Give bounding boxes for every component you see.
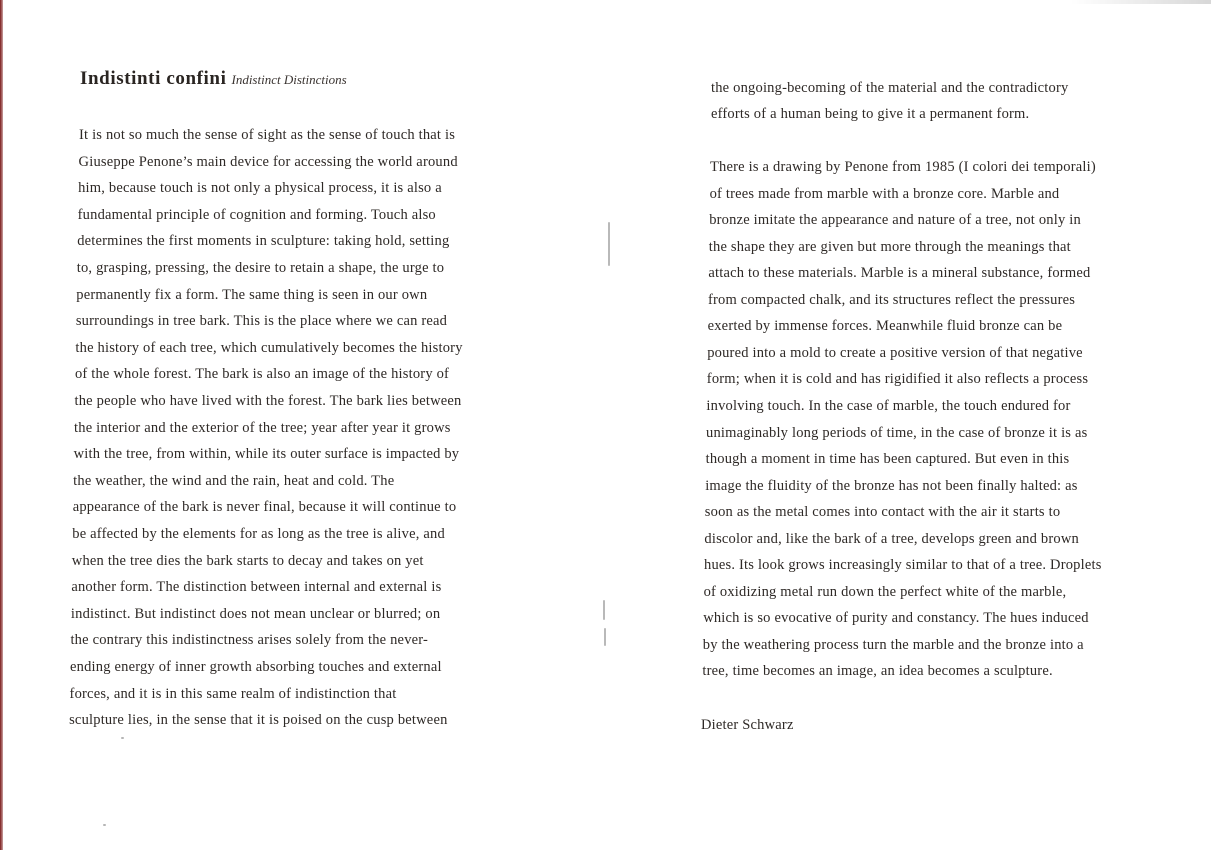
body-text-line: from compacted chalk, and its structures reflect the pressures bbox=[708, 291, 1076, 308]
body-text-line: of oxidizing metal run down the perfect white of the marble, bbox=[703, 583, 1067, 600]
body-text-line: of the whole forest. The bark is also an image of the history of bbox=[74, 366, 450, 383]
body-text-line: poured into a mold to create a positive version of that negative bbox=[707, 344, 1083, 361]
body-text-line: discolor and, like the bark of a tree, develops green and brown bbox=[704, 530, 1079, 547]
body-text-line: appearance of the bark is never final, because it will continue to bbox=[72, 499, 457, 516]
binding-mark bbox=[603, 600, 605, 620]
scan-speck bbox=[121, 737, 124, 739]
heading-english: Indistinct Distinctions bbox=[231, 72, 347, 87]
body-text-line: when the tree dies the bark starts to decay and takes on yet bbox=[71, 552, 424, 569]
body-text-line: which is so evocative of purity and constancy. The hues induced bbox=[703, 610, 1089, 627]
binding-mark bbox=[604, 628, 606, 646]
body-text-line: surroundings in tree bark. This is the place where we can read bbox=[75, 313, 448, 330]
body-text-line: to, grasping, pressing, the desire to retain a shape, the urge to bbox=[76, 260, 445, 276]
body-text-line: tree, time becomes an image, an idea becomes a sculpture. bbox=[702, 663, 1053, 680]
body-text-line: unimaginably long periods of time, in the case of bronze it is as bbox=[706, 424, 1088, 441]
body-text-line: permanently fix a form. The same thing is seen in our own bbox=[76, 286, 428, 303]
body-text-line: Giuseppe Penone’s main device for accessing the world around bbox=[78, 153, 458, 170]
body-text-line: him, because touch is not only a physical process, it is also a bbox=[78, 180, 442, 197]
body-text-line: by the weathering process turn the marble and the bronze into a bbox=[702, 636, 1084, 653]
author-signature: Dieter Schwarz bbox=[701, 717, 794, 733]
body-text-line: There is a drawing by Penone from 1985 (I colori dei temporali) bbox=[710, 159, 1096, 175]
body-text-line: It is not so much the sense of sight as the sense of touch that is bbox=[79, 127, 456, 143]
body-text-line: indistinct. But indistinct does not mean unclear or blurred; on bbox=[70, 605, 441, 622]
scan-speck bbox=[103, 824, 106, 826]
body-text-line: hues. Its look grows increasingly similar to that of a tree. Droplets bbox=[704, 557, 1102, 574]
body-text-line: forces, and it is in this same realm of indistinction that bbox=[69, 685, 397, 702]
body-text-line: be affected by the elements for as long as the tree is alive, and bbox=[72, 526, 445, 542]
body-text-line: image the fluidity of the bronze has not been finally halted: as bbox=[705, 477, 1078, 494]
body-text-line: the interior and the exterior of the tree; year after year it grows bbox=[74, 419, 451, 436]
body-text-line: the history of each tree, which cumulatively becomes the history bbox=[75, 339, 463, 356]
body-text-line: the weather, the wind and the rain, heat and cold. The bbox=[73, 472, 395, 489]
body-text-line: involving touch. In the case of marble, the touch endured for bbox=[706, 397, 1071, 414]
page-edge-left bbox=[0, 0, 3, 850]
body-text-line: the shape they are given but more through the meanings that bbox=[708, 238, 1071, 255]
body-text-line: ending energy of inner growth absorbing touches and external bbox=[70, 659, 442, 675]
body-text-line: another form. The distinction between internal and external is bbox=[71, 579, 442, 596]
body-text-line: the ongoing-becoming of the material and the contradictory bbox=[711, 80, 1069, 96]
body-text-line: of trees made from marble with a bronze core. Marble and bbox=[709, 185, 1060, 202]
body-text-line: soon as the metal comes into contact with the air it starts to bbox=[704, 504, 1061, 521]
body-text-line: with the tree, from within, while its outer surface is impacted by bbox=[73, 446, 460, 463]
body-text-line: attach to these materials. Marble is a mineral substance, formed bbox=[708, 265, 1091, 282]
body-text-line: determines the first moments in sculpture: taking hold, setting bbox=[77, 233, 450, 250]
heading-italian: Indistinti confini bbox=[80, 68, 227, 89]
body-text-line: the contrary this indistinctness arises solely from the never- bbox=[70, 632, 429, 649]
body-text-line: the people who have lived with the forest. The bark lies between bbox=[74, 393, 462, 409]
page-edge-top bbox=[1071, 0, 1211, 4]
body-text-line: exerted by immense forces. Meanwhile fluid bronze can be bbox=[707, 318, 1063, 335]
body-text-line: sculpture lies, in the sense that it is poised on the cusp between bbox=[69, 712, 448, 729]
essay-heading bbox=[80, 68, 347, 90]
body-text-line: though a moment in time has been captured. But even in this bbox=[705, 451, 1070, 468]
body-text-line: form; when it is cold and has rigidified it also reflects a process bbox=[706, 371, 1089, 388]
body-text-line: fundamental principle of cognition and forming. Touch also bbox=[77, 206, 436, 223]
body-text-line: efforts of a human being to give it a permanent form. bbox=[711, 106, 1030, 122]
binding-mark bbox=[608, 222, 610, 266]
body-text-line: bronze imitate the appearance and nature of a tree, not only in bbox=[709, 212, 1081, 229]
